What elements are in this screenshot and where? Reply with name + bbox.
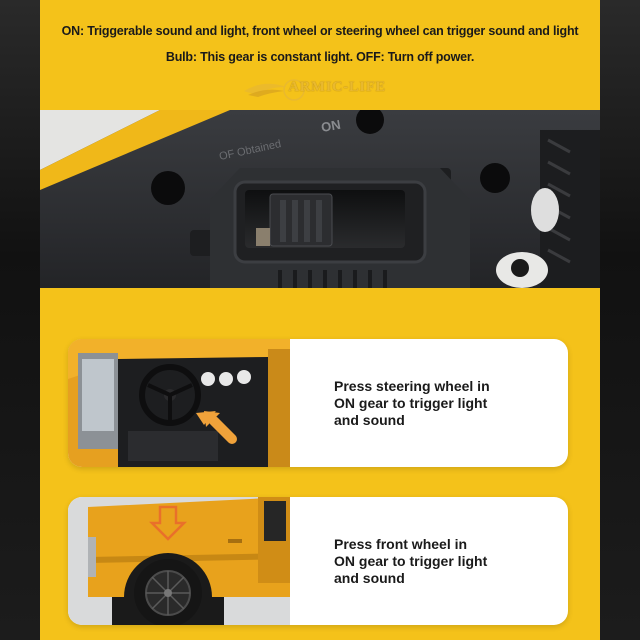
card1-line3: and sound bbox=[334, 411, 405, 428]
brand-logo bbox=[40, 72, 600, 102]
instruction-line-on: ON: Triggerable sound and light, front wheel or steering wheel can trigger sound and light bbox=[61, 24, 579, 38]
card2-line2: ON gear to trigger light bbox=[334, 552, 488, 569]
switch-closeup-photo bbox=[40, 110, 600, 288]
label-of-obtained: OF Obtained bbox=[218, 138, 283, 163]
card1-line1: Press steering wheel in bbox=[334, 377, 490, 394]
front-wheel-instruction bbox=[334, 497, 554, 625]
logo-text: ARMIC-LIFE bbox=[288, 78, 386, 95]
right-dark-margin bbox=[600, 0, 640, 640]
instruction-line-bulb-off: Bulb: This gear is constant light. OFF: Turn off power. bbox=[165, 50, 475, 64]
label-on: ON bbox=[319, 116, 342, 135]
front-wheel-photo bbox=[68, 497, 290, 625]
steering-wheel-instruction bbox=[334, 339, 554, 467]
card1-line2: ON gear to trigger light bbox=[334, 394, 488, 411]
switch-closeup-illustration bbox=[40, 110, 600, 288]
card2-line1: Press front wheel in bbox=[334, 535, 468, 552]
front-wheel-card bbox=[68, 497, 568, 625]
yellow-info-panel bbox=[40, 0, 600, 640]
left-dark-margin bbox=[0, 0, 40, 640]
card2-line3: and sound bbox=[334, 569, 405, 586]
front-wheel-illustration bbox=[68, 497, 290, 625]
steering-wheel-card bbox=[68, 339, 568, 467]
steering-wheel-illustration bbox=[68, 339, 290, 467]
steering-wheel-photo bbox=[68, 339, 290, 467]
